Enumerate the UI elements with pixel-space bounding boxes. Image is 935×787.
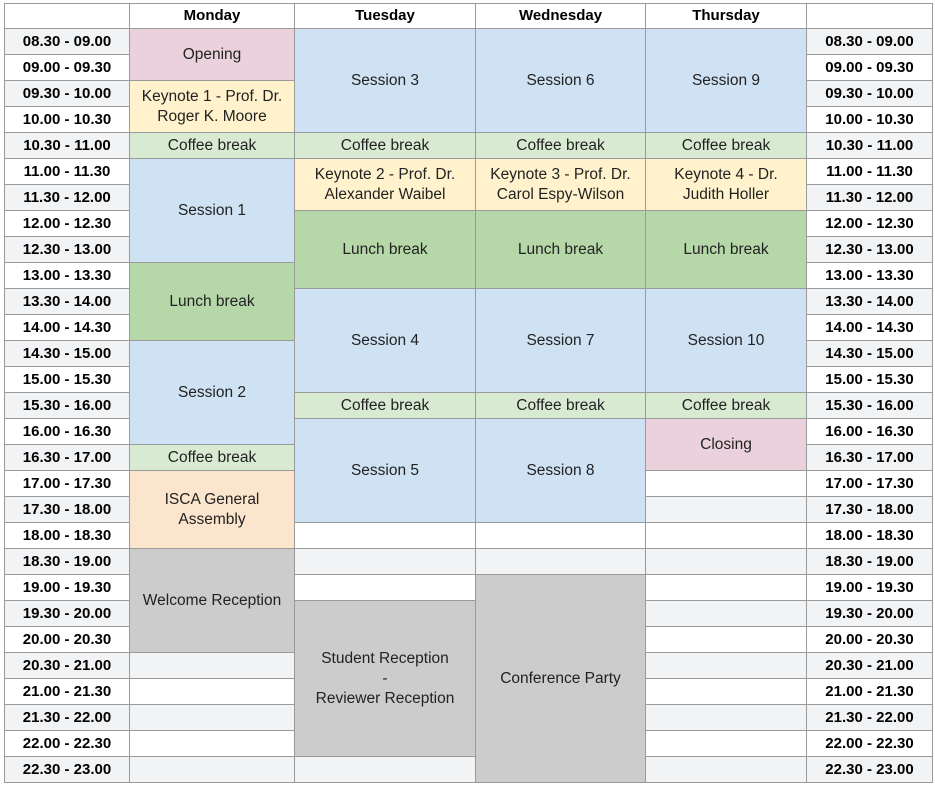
empty-slot: [129, 652, 295, 679]
event-coffee: Coffee break: [294, 132, 476, 159]
event-session: Session 4: [294, 288, 476, 393]
event-lunch: Lunch break: [129, 262, 295, 341]
time-slot-right: 14.00 - 14.30: [806, 314, 933, 341]
time-slot-left: 11.30 - 12.00: [4, 184, 130, 211]
time-slot-right: 16.30 - 17.00: [806, 444, 933, 471]
time-slot-right: 15.30 - 16.00: [806, 392, 933, 419]
time-slot-left: 09.00 - 09.30: [4, 54, 130, 81]
empty-slot: [129, 704, 295, 731]
empty-slot: [645, 704, 807, 731]
empty-slot: [645, 756, 807, 783]
time-slot-right: 10.30 - 11.00: [806, 132, 933, 159]
header-corner-right: [806, 3, 933, 29]
event-open-close: Closing: [645, 418, 807, 471]
time-slot-right: 13.00 - 13.30: [806, 262, 933, 289]
time-slot-left: 19.30 - 20.00: [4, 600, 130, 627]
day-header-monday: Monday: [129, 3, 295, 29]
time-slot-left: 20.30 - 21.00: [4, 652, 130, 679]
time-slot-left: 11.00 - 11.30: [4, 158, 130, 185]
time-slot-right: 20.00 - 20.30: [806, 626, 933, 653]
empty-slot: [645, 574, 807, 601]
event-lunch: Lunch break: [475, 210, 646, 289]
time-slot-right: 18.00 - 18.30: [806, 522, 933, 549]
time-slot-left: 17.30 - 18.00: [4, 496, 130, 523]
time-slot-left: 08.30 - 09.00: [4, 28, 130, 55]
empty-slot: [645, 522, 807, 549]
time-slot-left: 16.00 - 16.30: [4, 418, 130, 445]
time-slot-right: 09.30 - 10.00: [806, 80, 933, 107]
time-slot-left: 09.30 - 10.00: [4, 80, 130, 107]
empty-slot: [645, 678, 807, 705]
day-header-wednesday: Wednesday: [475, 3, 646, 29]
time-slot-right: 17.30 - 18.00: [806, 496, 933, 523]
time-slot-left: 14.30 - 15.00: [4, 340, 130, 367]
empty-slot: [294, 756, 476, 783]
event-coffee: Coffee break: [645, 132, 807, 159]
event-social: Welcome Reception: [129, 548, 295, 653]
time-slot-right: 18.30 - 19.00: [806, 548, 933, 575]
time-slot-right: 19.30 - 20.00: [806, 600, 933, 627]
time-slot-right: 14.30 - 15.00: [806, 340, 933, 367]
time-slot-left: 19.00 - 19.30: [4, 574, 130, 601]
time-slot-right: 21.00 - 21.30: [806, 678, 933, 705]
time-slot-left: 13.00 - 13.30: [4, 262, 130, 289]
empty-slot: [645, 652, 807, 679]
event-keynote: Keynote 2 - Prof. Dr. Alexander Waibel: [294, 158, 476, 211]
day-header-tuesday: Tuesday: [294, 3, 476, 29]
day-header-thursday: Thursday: [645, 3, 807, 29]
time-slot-right: 11.00 - 11.30: [806, 158, 933, 185]
event-coffee: Coffee break: [129, 132, 295, 159]
event-coffee: Coffee break: [475, 132, 646, 159]
event-session: Session 3: [294, 28, 476, 133]
time-slot-left: 22.00 - 22.30: [4, 730, 130, 757]
time-slot-right: 21.30 - 22.00: [806, 704, 933, 731]
event-keynote: Keynote 3 - Prof. Dr. Carol Espy-Wilson: [475, 158, 646, 211]
time-slot-left: 16.30 - 17.00: [4, 444, 130, 471]
event-open-close: Opening: [129, 28, 295, 81]
time-slot-left: 21.00 - 21.30: [4, 678, 130, 705]
event-coffee: Coffee break: [129, 444, 295, 471]
event-lunch: Lunch break: [645, 210, 807, 289]
time-slot-left: 12.30 - 13.00: [4, 236, 130, 263]
event-coffee: Coffee break: [645, 392, 807, 419]
time-slot-left: 18.00 - 18.30: [4, 522, 130, 549]
event-social: Conference Party: [475, 574, 646, 783]
time-slot-left: 22.30 - 23.00: [4, 756, 130, 783]
time-slot-right: 11.30 - 12.00: [806, 184, 933, 211]
event-assembly: ISCA General Assembly: [129, 470, 295, 549]
time-slot-right: 10.00 - 10.30: [806, 106, 933, 133]
empty-slot: [645, 470, 807, 497]
event-session: Session 5: [294, 418, 476, 523]
time-slot-right: 09.00 - 09.30: [806, 54, 933, 81]
time-slot-left: 20.00 - 20.30: [4, 626, 130, 653]
time-slot-right: 22.00 - 22.30: [806, 730, 933, 757]
time-slot-right: 12.30 - 13.00: [806, 236, 933, 263]
time-slot-left: 21.30 - 22.00: [4, 704, 130, 731]
empty-slot: [645, 626, 807, 653]
time-slot-right: 16.00 - 16.30: [806, 418, 933, 445]
time-slot-left: 13.30 - 14.00: [4, 288, 130, 315]
time-slot-right: 20.30 - 21.00: [806, 652, 933, 679]
time-slot-right: 08.30 - 09.00: [806, 28, 933, 55]
empty-slot: [645, 548, 807, 575]
event-session: Session 8: [475, 418, 646, 523]
empty-slot: [645, 496, 807, 523]
time-slot-right: 19.00 - 19.30: [806, 574, 933, 601]
event-session: Session 10: [645, 288, 807, 393]
empty-slot: [475, 522, 646, 549]
event-session: Session 1: [129, 158, 295, 263]
time-slot-right: 13.30 - 14.00: [806, 288, 933, 315]
time-slot-right: 12.00 - 12.30: [806, 210, 933, 237]
event-lunch: Lunch break: [294, 210, 476, 289]
time-slot-right: 15.00 - 15.30: [806, 366, 933, 393]
empty-slot: [129, 756, 295, 783]
event-session: Session 6: [475, 28, 646, 133]
event-keynote: Keynote 1 - Prof. Dr. Roger K. Moore: [129, 80, 295, 133]
time-slot-right: 22.30 - 23.00: [806, 756, 933, 783]
time-slot-left: 10.00 - 10.30: [4, 106, 130, 133]
event-social: Student Reception - Reviewer Reception: [294, 600, 476, 757]
event-keynote: Keynote 4 - Dr. Judith Holler: [645, 158, 807, 211]
empty-slot: [129, 678, 295, 705]
empty-slot: [129, 730, 295, 757]
event-session: Session 7: [475, 288, 646, 393]
event-coffee: Coffee break: [294, 392, 476, 419]
empty-slot: [475, 548, 646, 575]
empty-slot: [645, 730, 807, 757]
time-slot-left: 17.00 - 17.30: [4, 470, 130, 497]
empty-slot: [294, 574, 476, 601]
time-slot-left: 18.30 - 19.00: [4, 548, 130, 575]
empty-slot: [645, 600, 807, 627]
time-slot-left: 15.00 - 15.30: [4, 366, 130, 393]
time-slot-left: 12.00 - 12.30: [4, 210, 130, 237]
event-session: Session 9: [645, 28, 807, 133]
time-slot-right: 17.00 - 17.30: [806, 470, 933, 497]
time-slot-left: 15.30 - 16.00: [4, 392, 130, 419]
time-slot-left: 14.00 - 14.30: [4, 314, 130, 341]
event-coffee: Coffee break: [475, 392, 646, 419]
empty-slot: [294, 548, 476, 575]
empty-slot: [294, 522, 476, 549]
time-slot-left: 10.30 - 11.00: [4, 132, 130, 159]
event-session: Session 2: [129, 340, 295, 445]
header-corner: [4, 3, 130, 29]
